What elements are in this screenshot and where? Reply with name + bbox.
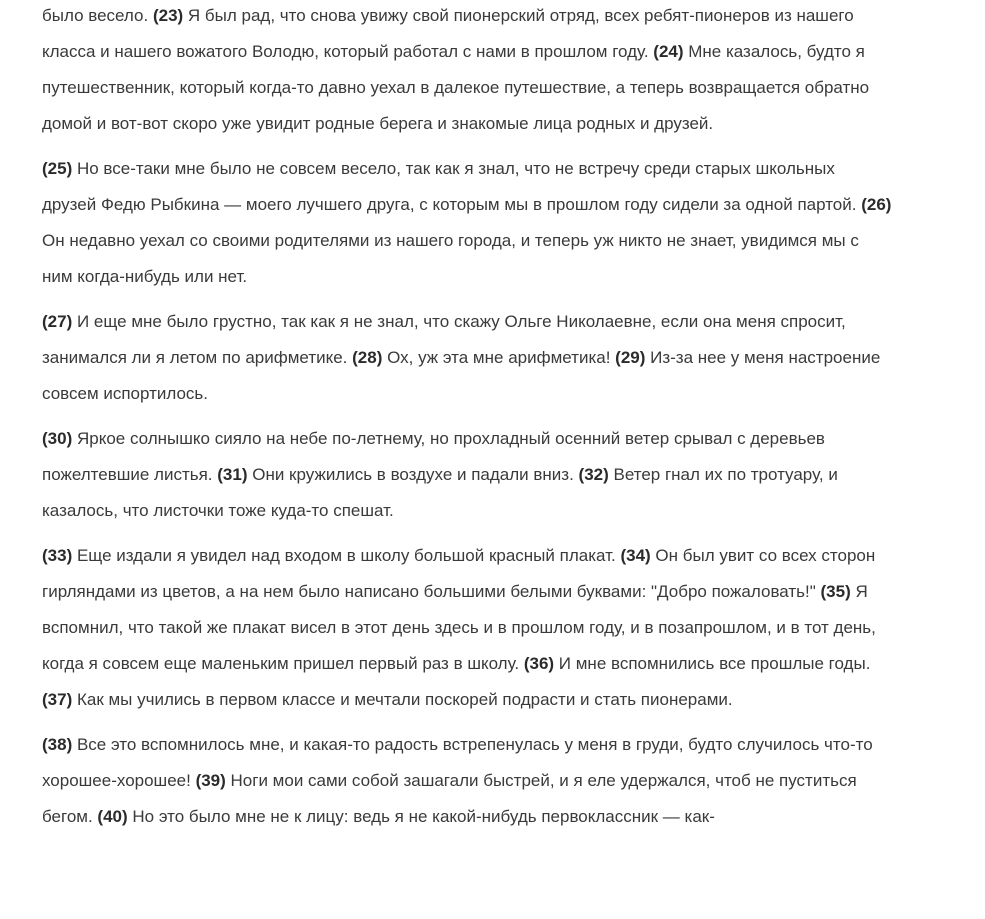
sentence-text: Он был увит со всех сторон гирляндами из цветов, а на нем было написано большими белыми буквами: "Добро пожаловать!" <box>42 546 876 601</box>
sentence-text: Но все-таки мне было не совсем весело, так как я знал, что не встречу среди старых школьных друзей Федю Рыбкина — моего лучшего друга, с которым мы в прошлом году сидели за одной партой. <box>42 159 862 214</box>
sentence-text: Еще издали я увидел над входом в школу большой красный плакат. <box>72 546 621 565</box>
paragraph <box>42 0 892 142</box>
sentence-text: Я вспомнил, что такой же плакат висел в этот день здесь и в прошлом году, и в позапрошлом, и в тот день, когда я совсем еще маленьким пришел первый раз в школу. <box>42 582 876 673</box>
sentence-text: Они кружились в воздухе и падали вниз. <box>247 465 579 484</box>
sentence-text: Из-за нее у меня настроение совсем испортилось. <box>42 348 881 403</box>
sentence-number: (39) <box>195 771 226 790</box>
sentence-number: (38) <box>42 735 73 754</box>
sentence-text: было весело. <box>42 6 153 25</box>
paragraph <box>42 727 892 835</box>
sentence-text: И еще мне было грустно, так как я не знал, что скажу Ольге Николаевне, если она меня спросит, занимался ли я летом по арифметике. <box>42 312 846 367</box>
sentence-number: (36) <box>523 654 555 673</box>
sentence-text: Ох, уж эта мне арифметика! <box>382 348 616 367</box>
sentence-number: (30) <box>42 429 73 448</box>
sentence-text: Ноги мои сами собой зашагали быстрей, и я еле удержался, чтоб не пуститься бегом. <box>42 771 857 826</box>
sentence-number: (34) <box>620 546 651 565</box>
sentence-number: (27) <box>42 312 73 331</box>
sentence-number: (33) <box>42 546 73 565</box>
sentence-text: Яркое солнышко сияло на небе по-летнему, но прохладный осенний ветер срывал с деревьев пожелтевшие листья. <box>42 429 825 484</box>
sentence-text: Все это вспомнилось мне, и какая-то радость встрепенулась у меня в груди, будто случилось что-то хорошее-хорошее! <box>42 735 873 790</box>
sentence-number: (40) <box>97 807 128 826</box>
sentence-text: Он недавно уехал со своими родителями из нашего города, и теперь уж никто не знает, увидимся мы с ним когда-нибудь или нет. <box>42 231 859 286</box>
sentence-number: (35) <box>820 582 851 601</box>
sentence-number: (28) <box>352 348 383 367</box>
sentence-number: (25) <box>42 159 73 178</box>
sentence-number: (26) <box>861 195 892 214</box>
sentence-text: Ветер гнал их по тротуару, и казалось, что листочки тоже куда-то спешат. <box>42 465 838 520</box>
sentence-text: Как мы учились в первом классе и мечтали поскорей подрасти и стать пионерами. <box>72 690 733 709</box>
sentence-text: Но это было мне не к лицу: ведь я не какой-нибудь первоклассник — как- <box>127 807 715 826</box>
sentence-number: (29) <box>615 348 646 367</box>
article-text <box>42 0 892 844</box>
paragraph <box>42 151 892 295</box>
paragraph <box>42 538 892 718</box>
sentence-text: Я был рад, что снова увижу свой пионерский отряд, всех ребят-пионеров из нашего класса и нашего вожатого Володю, который работал с нами в прошлом году. <box>42 6 854 61</box>
paragraph <box>42 304 892 412</box>
sentence-number: (37) <box>42 690 73 709</box>
sentence-number: (31) <box>217 465 248 484</box>
sentence-text: Мне казалось, будто я путешественник, который когда-то давно уехал в далекое путешествие, а теперь возвращается обратно домой и вот-вот скоро уже увидит родные берега и знакомые лица родных и друзей. <box>42 42 870 133</box>
sentence-number: (24) <box>653 42 684 61</box>
sentence-text: И мне вспомнились все прошлые годы. <box>554 654 871 673</box>
sentence-number: (23) <box>152 6 184 25</box>
paragraph <box>42 421 892 529</box>
sentence-number: (32) <box>578 465 609 484</box>
